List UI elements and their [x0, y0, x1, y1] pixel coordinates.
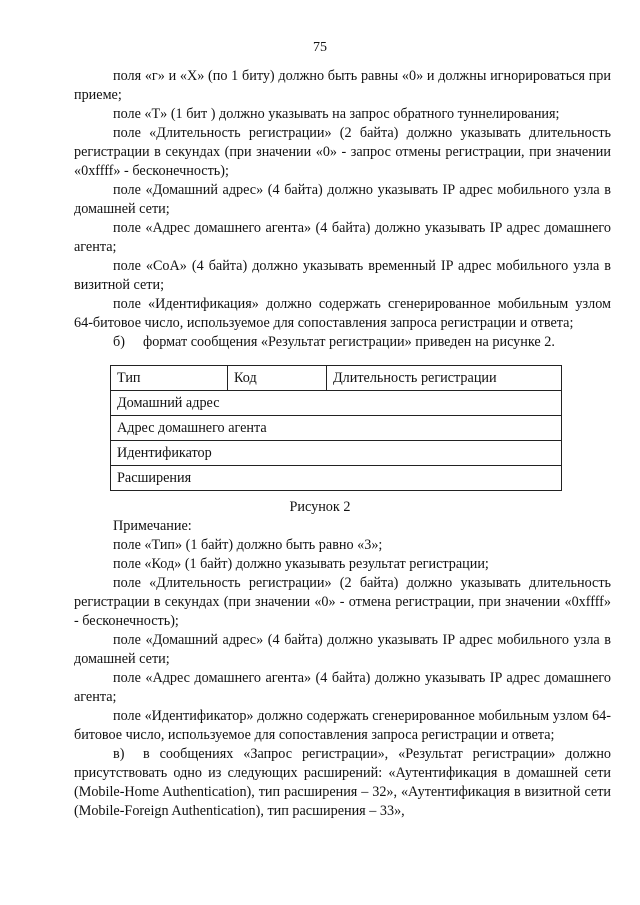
paragraph: поле «Адрес домашнего агента» (4 байта) должно указывать IP адрес домашнего агента;	[74, 670, 611, 705]
page-number: 75	[313, 40, 327, 55]
list-marker: б)	[113, 334, 125, 350]
table-cell: Адрес домашнего агента	[111, 416, 562, 441]
paragraph: поле «CoA» (4 байта) должно указывать временный IP адрес мобильного узла в визитной сети;	[74, 258, 611, 293]
list-item-b	[74, 333, 611, 352]
table-cell: Длительность регистрации	[327, 366, 562, 391]
note-paragraphs	[74, 517, 611, 821]
paragraph: поле «Длительность регистрации» (2 байта) должно указывать длительность регистрации в секундах (при значении «0» - отмена регистрации, при значении «0xffff» - бесконечность);	[74, 575, 611, 629]
table-row	[111, 366, 562, 391]
paragraph: поля «г» и «X» (по 1 биту) должно быть равны «0» и должны игнорироваться при приеме;	[74, 68, 611, 103]
list-marker: в)	[113, 746, 125, 762]
list-item-text: формат сообщения «Результат регистрации» приведен на рисунке 2.	[143, 334, 555, 350]
table-row	[111, 441, 562, 466]
paragraph: поле «Длительность регистрации» (2 байта) должно указывать длительность регистрации в секундах (при значении «0» - запрос отмены регистрации, при значении «0xffff» - бесконечность);	[74, 125, 611, 179]
table-cell: Расширения	[111, 466, 562, 491]
table-cell: Код	[228, 366, 327, 391]
top-paragraphs	[74, 67, 611, 352]
list-item-text: в сообщениях «Запрос регистрации», «Результат регистрации» должно присутствовать одно из следующих расширений: «Аутентификация в домашней сети (Mobile-Home Authentication), тип расширения – 32», «Аутентификация в визитной сети (Mobile-Foreign Authentication), тип расширения – 33»,	[74, 746, 611, 819]
paragraph: поле «Домашний адрес» (4 байта) должно указывать IP адрес мобильного узла в домашней сети;	[74, 182, 611, 217]
table-row	[111, 391, 562, 416]
table-cell: Идентификатор	[111, 441, 562, 466]
paragraph: поле «Идентификатор» должно содержать сгенерированное мобильным узлом 64-битовое число, используемое для сопоставления запроса регистрации и ответа;	[74, 708, 611, 743]
figure-caption: Рисунок 2	[289, 499, 351, 515]
list-item-v	[74, 745, 611, 821]
table-row	[111, 466, 562, 491]
message-format-table	[110, 365, 562, 491]
paragraph: поле «Тип» (1 байт) должно быть равно «3»;	[113, 537, 383, 553]
table-row	[111, 416, 562, 441]
paragraph: поле «Идентификация» должно содержать сгенерированное мобильным узлом 64-битовое число, используемое для сопоставления запроса регистрации и ответа;	[74, 296, 611, 331]
table-cell: Тип	[111, 366, 228, 391]
note-label: Примечание:	[113, 518, 192, 534]
table-cell: Домашний адрес	[111, 391, 562, 416]
paragraph: поле «Домашний адрес» (4 байта) должно указывать IP адрес мобильного узла в домашней сети;	[74, 632, 611, 667]
paragraph: поле «T» (1 бит ) должно указывать на запрос обратного туннелирования;	[113, 106, 560, 122]
paragraph: поле «Адрес домашнего агента» (4 байта) должно указывать IP адрес домашнего агента;	[74, 220, 611, 255]
paragraph: поле «Код» (1 байт) должно указывать результат регистрации;	[113, 556, 489, 572]
